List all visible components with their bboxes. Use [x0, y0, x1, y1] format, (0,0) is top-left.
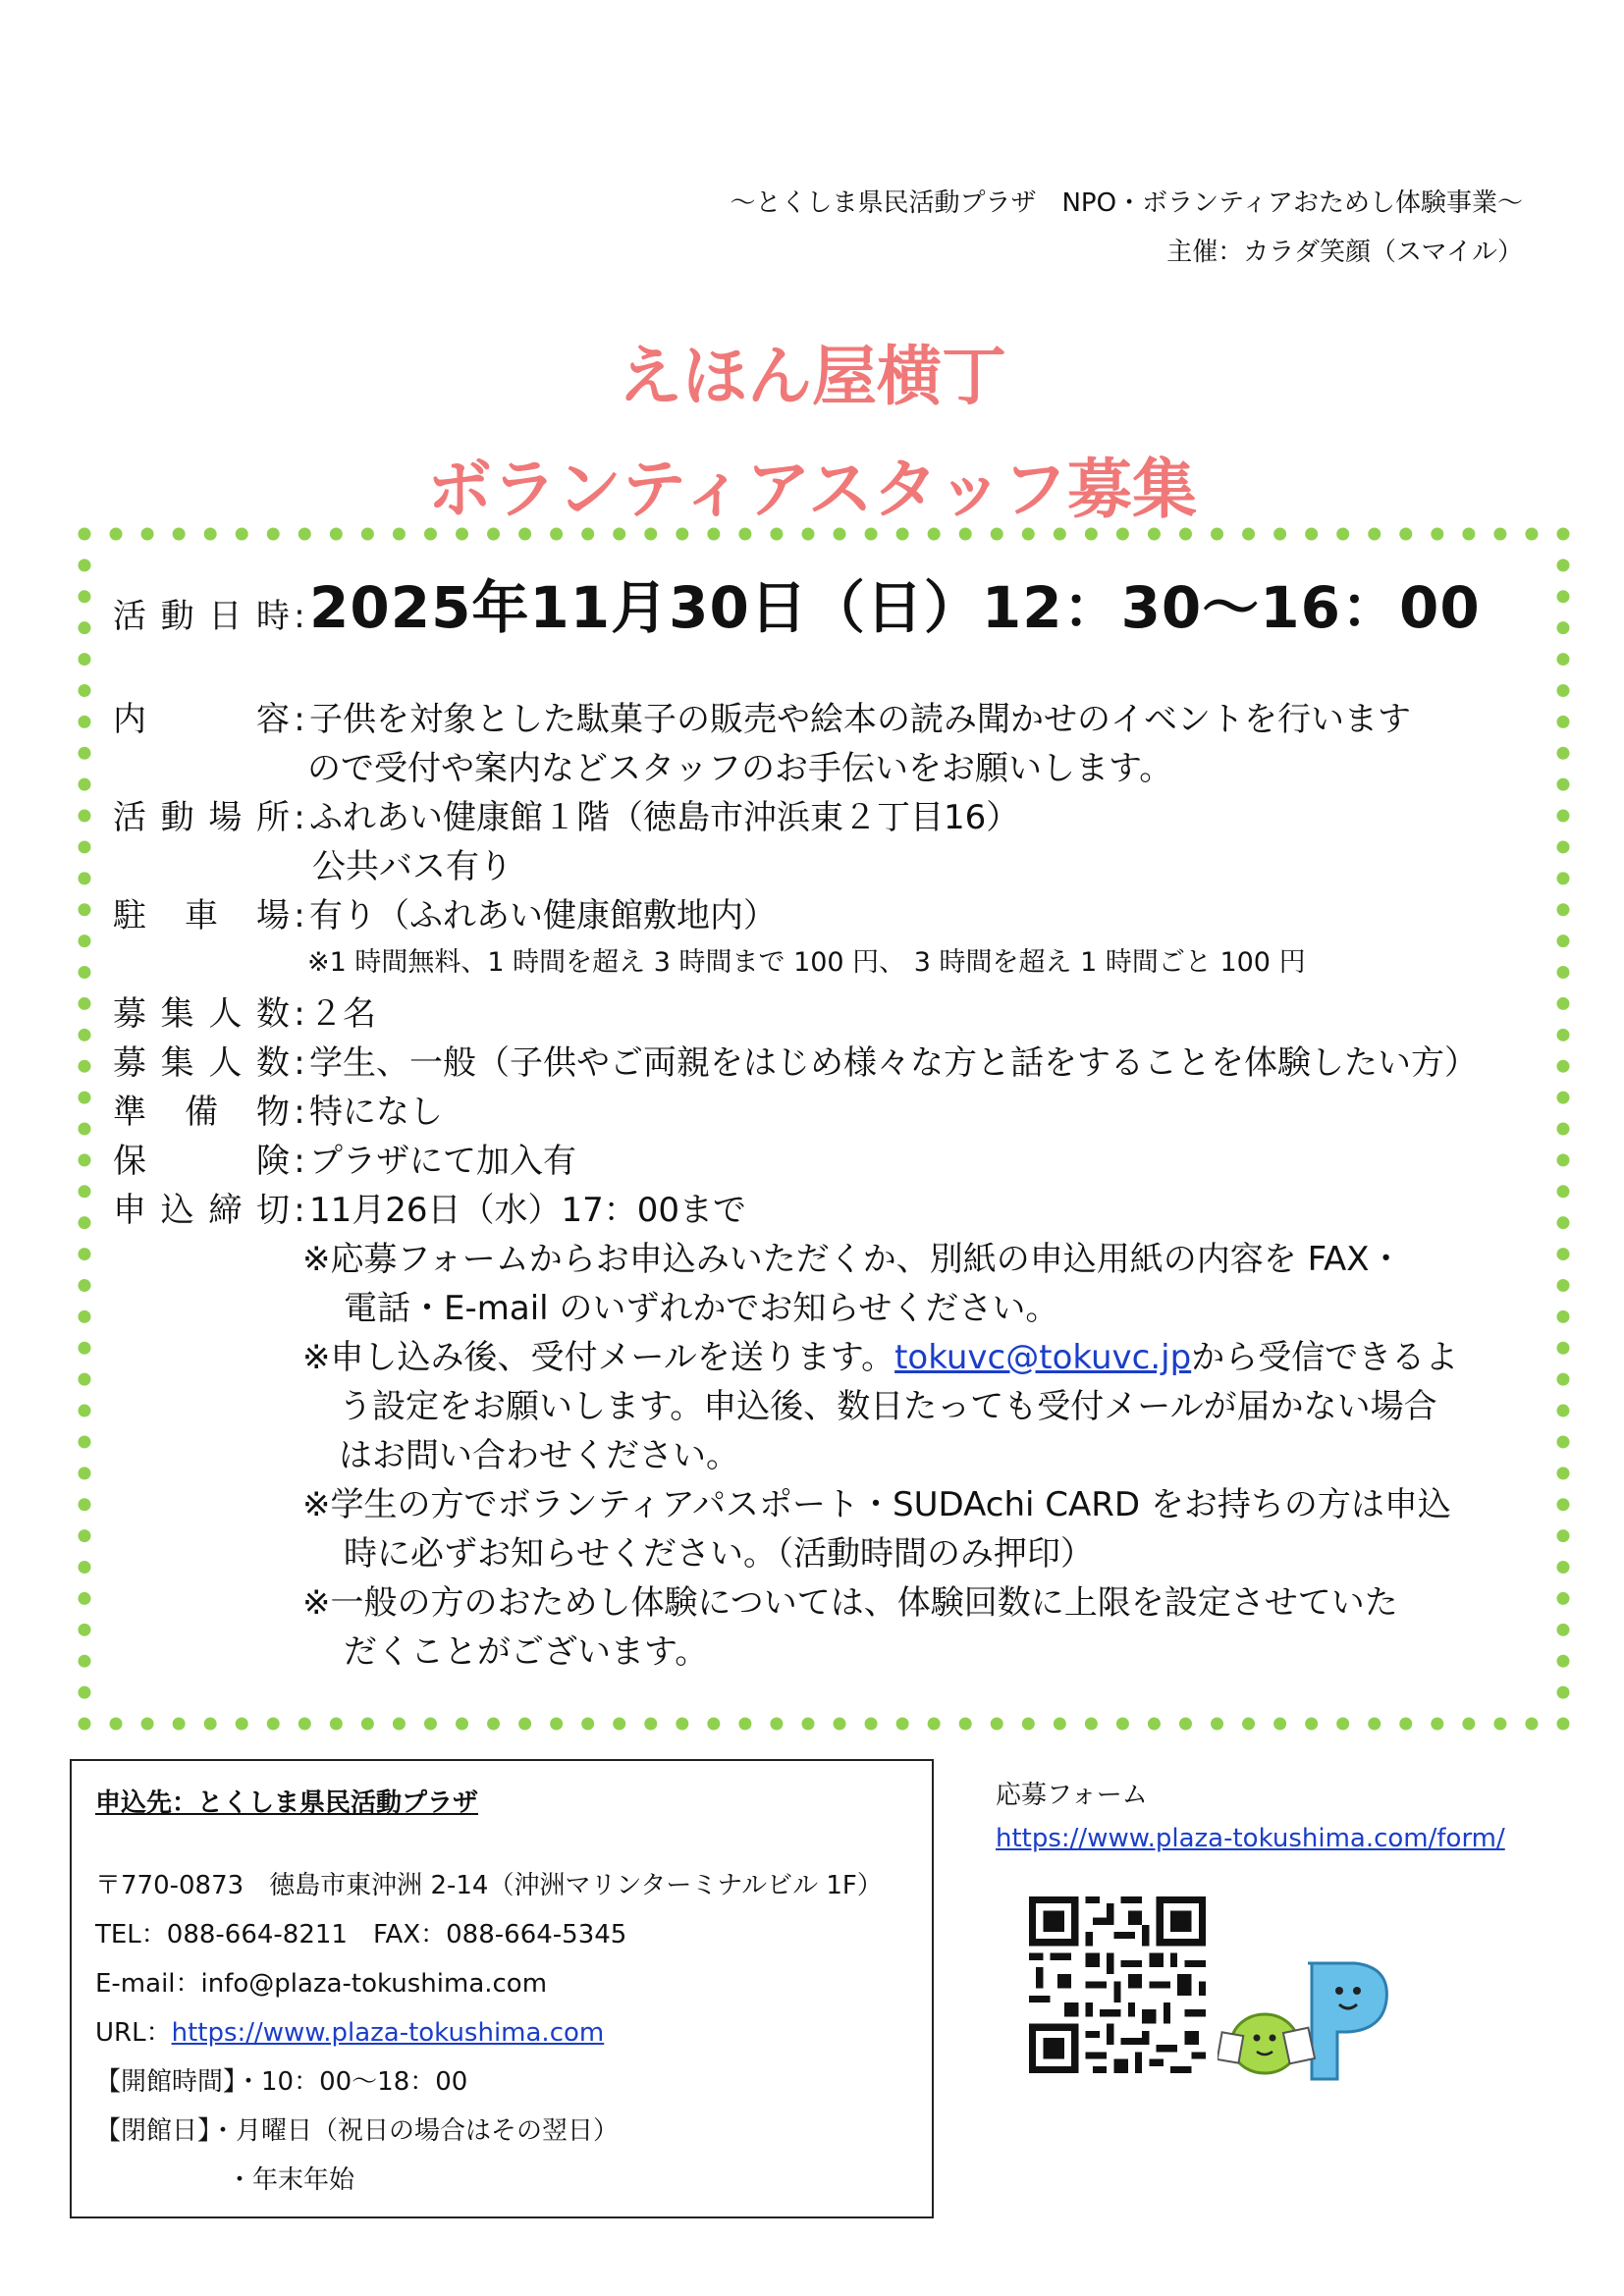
target-value: 学生、一般（子供やご両親をはじめ様々な方と話をすることを体験したい方）: [309, 1043, 1478, 1083]
header-organizer: 主催：カラダ笑顔（スマイル）: [1166, 238, 1523, 267]
page-title: えほん屋横丁: [618, 339, 1006, 414]
mascot-illustration-icon: [1218, 1953, 1394, 2091]
contact-phone: TEL：088-664-8211 FAX：088-664-5345: [95, 1920, 627, 1949]
parking-row: [113, 888, 777, 936]
insurance-row: [113, 1134, 576, 1182]
deadline-label: 申込締切: [113, 1191, 290, 1230]
insurance-value: プラザにて加入有: [309, 1142, 576, 1181]
content-label: 内 容: [113, 700, 290, 739]
note-1-line1: ※応募フォームからお申込みいただくか、別紙の申込用紙の内容を FAX・: [302, 1240, 1403, 1279]
insurance-label: 保 険: [113, 1142, 290, 1181]
place-label: 活動場所: [113, 798, 290, 837]
colon: :: [294, 597, 305, 636]
deadline-row: [113, 1183, 746, 1231]
deadline-value: 11月26日（水）17：00まで: [309, 1191, 747, 1230]
contact-address: 〒770-0873 徳島市東沖洲 2-14（沖洲マリンターミナルビル 1F）: [95, 1871, 883, 1900]
colon: :: [294, 896, 305, 935]
note-4-line1: ※一般の方のおためし体験については、体験回数に上限を設定させていた: [302, 1583, 1398, 1623]
content-row: [113, 692, 1411, 740]
items-label: 準 備 物: [113, 1093, 290, 1132]
contact-url-link[interactable]: https://www.plaza-tokushima.com: [171, 2018, 605, 2048]
colon: :: [294, 1191, 305, 1230]
headcount-value: ２名: [309, 994, 376, 1034]
content-line2: ので受付や案内などスタッフのお手伝いをお願いします。: [307, 749, 1173, 788]
headcount-label: 募集人数: [113, 994, 290, 1034]
note-2-line2: う設定をお願いします。申込後、数日たっても受付メールが届かない場合: [339, 1387, 1437, 1426]
form-label: 応募フォーム: [996, 1781, 1148, 1810]
note-1-line2: 電話・E-mail のいずれかでお知らせください。: [344, 1289, 1059, 1328]
note-2-line1: [302, 1330, 1458, 1378]
target-row: [113, 1036, 1478, 1084]
note-2-pre: ※申し込み後、受付メールを送ります。: [302, 1338, 895, 1377]
parking-line1: 有り（ふれあい健康館敷地内）: [309, 896, 777, 935]
datetime-label: 活動日時: [113, 597, 290, 636]
parking-label: 駐 車 場: [113, 896, 290, 935]
form-url-link[interactable]: https://www.plaza-tokushima.com/form/: [996, 1824, 1505, 1853]
note-3-line1: ※学生の方でボランティアパスポート・SUDAchi CARD をお持ちの方は申込: [302, 1485, 1451, 1524]
closed-days-2: ・年末年始: [227, 2165, 355, 2195]
place-line1: ふれあい健康館１階（徳島市沖浜東２丁目16）: [309, 798, 1020, 837]
note-2-line3: はお問い合わせください。: [339, 1436, 739, 1475]
content-line1: 子供を対象とした駄菓子の販売や絵本の読み聞かせのイベントを行います: [309, 700, 1411, 739]
opening-hours: 【開館時間】・10：00～18：00: [95, 2067, 468, 2097]
page-subtitle: ボランティアスタッフ募集: [426, 452, 1198, 527]
contact-box: [70, 1759, 934, 2218]
headcount-row: [113, 987, 376, 1035]
note-2-post: から受信できるよ: [1191, 1338, 1459, 1377]
contact-email-link[interactable]: tokuvc@tokuvc.jp: [894, 1338, 1192, 1377]
colon: :: [294, 1093, 305, 1132]
colon: :: [294, 994, 305, 1034]
note-4-line2: だくことがございます。: [344, 1632, 709, 1672]
parking-note: ※1 時間無料、1 時間を超え 3 時間まで 100 円、 3 時間を超え 1 時間ごと 100 円: [307, 947, 1306, 978]
place-line2: 公共バス有り: [312, 847, 513, 886]
contact-url-label: URL：: [95, 2018, 172, 2048]
colon: :: [294, 798, 305, 837]
colon: :: [294, 700, 305, 739]
items-row: [113, 1085, 443, 1133]
contact-email: E-mail：info@plaza-tokushima.com: [95, 1969, 548, 1999]
target-label: 募集人数: [113, 1043, 290, 1083]
qr-code-icon: [1029, 1896, 1206, 2073]
colon: :: [294, 1142, 305, 1181]
header-tagline: ～とくしま県民活動プラザ NPO・ボランティアおためし体験事業～: [730, 188, 1523, 218]
items-value: 特になし: [309, 1093, 443, 1132]
place-row: [113, 790, 1019, 838]
datetime-row: [113, 561, 1481, 644]
note-3-line2: 時に必ずお知らせください。（活動時間のみ押印）: [344, 1534, 1094, 1574]
contact-heading: 申込先：とくしま県民活動プラザ: [95, 1789, 479, 1818]
closed-days: 【閉館日】・月曜日（祝日の場合はその翌日）: [95, 2116, 620, 2146]
datetime-value: 2025年11月30日（日）12：30～16：00: [309, 574, 1481, 641]
colon: :: [294, 1043, 305, 1083]
contact-url-line: [95, 2012, 604, 2049]
